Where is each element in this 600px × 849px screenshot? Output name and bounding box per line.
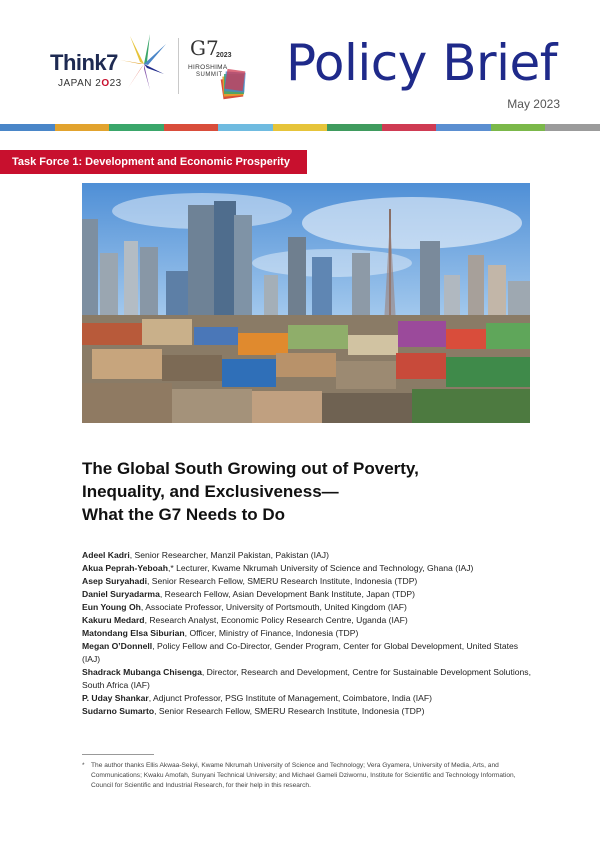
author-entry	[82, 627, 537, 640]
think7-subtitle: JAPAN 2O23	[58, 78, 122, 89]
think7-logo	[50, 32, 168, 100]
color-stripe-segment	[327, 124, 382, 131]
color-stripe-segment	[273, 124, 328, 131]
color-stripe-segment	[382, 124, 437, 131]
title-line: Inequality, and Exclusiveness—	[82, 482, 339, 501]
author-affiliation: , Senior Research Fellow, SMERU Research Institute, Indonesia (TDP)	[154, 706, 425, 716]
author-entry	[82, 601, 537, 614]
author-affiliation: , Adjunct Professor, PSG Institute of Management, Coimbatore, India (IAF)	[148, 693, 432, 703]
author-list	[82, 549, 537, 718]
color-stripe-segment	[109, 124, 164, 131]
author-name: Asep Suryahadi	[82, 576, 147, 586]
author-entry	[82, 575, 537, 588]
think7-wordmark: Think7	[50, 50, 118, 75]
author-entry	[82, 692, 537, 705]
g7-summit-label: SUMMIT	[196, 72, 223, 78]
footnote-rule	[82, 754, 154, 755]
author-affiliation: , Associate Professor, University of Portsmouth, United Kingdom (IAF)	[140, 602, 407, 612]
author-name: Akua Peprah-Yeboah	[82, 563, 168, 573]
author-name: Shadrack Mubanga Chisenga	[82, 667, 202, 677]
think7-star-icon	[120, 34, 168, 90]
publication-date: May 2023	[507, 97, 560, 111]
cover-photo-cityscape	[82, 183, 530, 423]
author-affiliation: , Policy Fellow and Co-Director, Gender Program, Center for Global Development, United States (IAJ)	[82, 641, 519, 664]
author-affiliation: , Officer, Ministry of Finance, Indonesia (TDP)	[184, 628, 359, 638]
author-entry	[82, 640, 537, 666]
g7-wordmark: G7	[190, 36, 219, 60]
footnote-mark: *	[82, 762, 85, 769]
task-force-banner: Task Force 1: Development and Economic Prosperity	[0, 150, 307, 174]
author-name: Daniel Suryadarma	[82, 589, 160, 599]
policy-brief-title: Policy Brief	[286, 34, 557, 92]
color-stripe-segment	[0, 124, 55, 131]
color-stripe-segment	[218, 124, 273, 131]
author-name: Kakuru Medard	[82, 615, 145, 625]
author-name: Adeel Kadri	[82, 550, 130, 560]
g7-hiroshima: HIROSHIMA	[188, 64, 228, 71]
g7-year: 2023	[216, 52, 232, 59]
color-stripe-segment	[491, 124, 546, 131]
footnote	[82, 761, 537, 791]
author-name: Megan O’Donnell	[82, 641, 153, 651]
author-entry	[82, 588, 537, 601]
author-affiliation: , Senior Researcher, Manzil Pakistan, Pakistan (IAJ)	[129, 550, 329, 560]
g7-summit-logo	[186, 34, 246, 98]
color-stripe-segment	[545, 124, 600, 131]
author-name: Sudarno Sumarto	[82, 706, 155, 716]
author-name: Eun Young Oh	[82, 602, 141, 612]
color-stripe-segment	[436, 124, 491, 131]
color-stripe-bar	[0, 124, 600, 131]
g7-fan-icon	[220, 64, 246, 100]
document-title	[82, 457, 542, 526]
footnote-text: The author thanks Ellis Akwaa-Sekyi, Kwame Nkrumah University of Science and Technology; Vera Gyamera, University of Media, Arts, and Communications; Kwaku Amofah, Sunyani Technical University; and Michael Gameli Dziwornu, Institute for Scientific and Technology Information, Council for Scientific and Industrial Research, for their help in this research.	[91, 762, 516, 789]
author-entry	[82, 666, 537, 692]
author-name: Matondang Elsa Siburian	[82, 628, 185, 638]
author-affiliation: , Director, Research and Development, Centre for Sustainable Development Solutions, South Africa (IAF)	[82, 667, 531, 690]
title-line: What the G7 Needs to Do	[82, 505, 286, 524]
author-affiliation: , Senior Research Fellow, SMERU Research Institute, Indonesia (TDP)	[146, 576, 418, 586]
author-affiliation: , Research Fellow, Asian Development Bank Institute, Japan (TDP)	[159, 589, 415, 599]
author-entry	[82, 705, 537, 718]
author-entry	[82, 614, 537, 627]
author-entry	[82, 549, 537, 562]
author-affiliation: , Research Analyst, Economic Policy Research Centre, Uganda (IAF)	[144, 615, 408, 625]
color-stripe-segment	[164, 124, 219, 131]
author-entry	[82, 562, 537, 575]
author-affiliation: ,* Lecturer, Kwame Nkrumah University of Science and Technology, Ghana (IAJ)	[167, 563, 474, 573]
title-line: The Global South Growing out of Poverty,	[82, 459, 419, 478]
author-name: P. Uday Shankar	[82, 693, 149, 703]
logo-divider	[178, 38, 179, 94]
color-stripe-segment	[55, 124, 110, 131]
